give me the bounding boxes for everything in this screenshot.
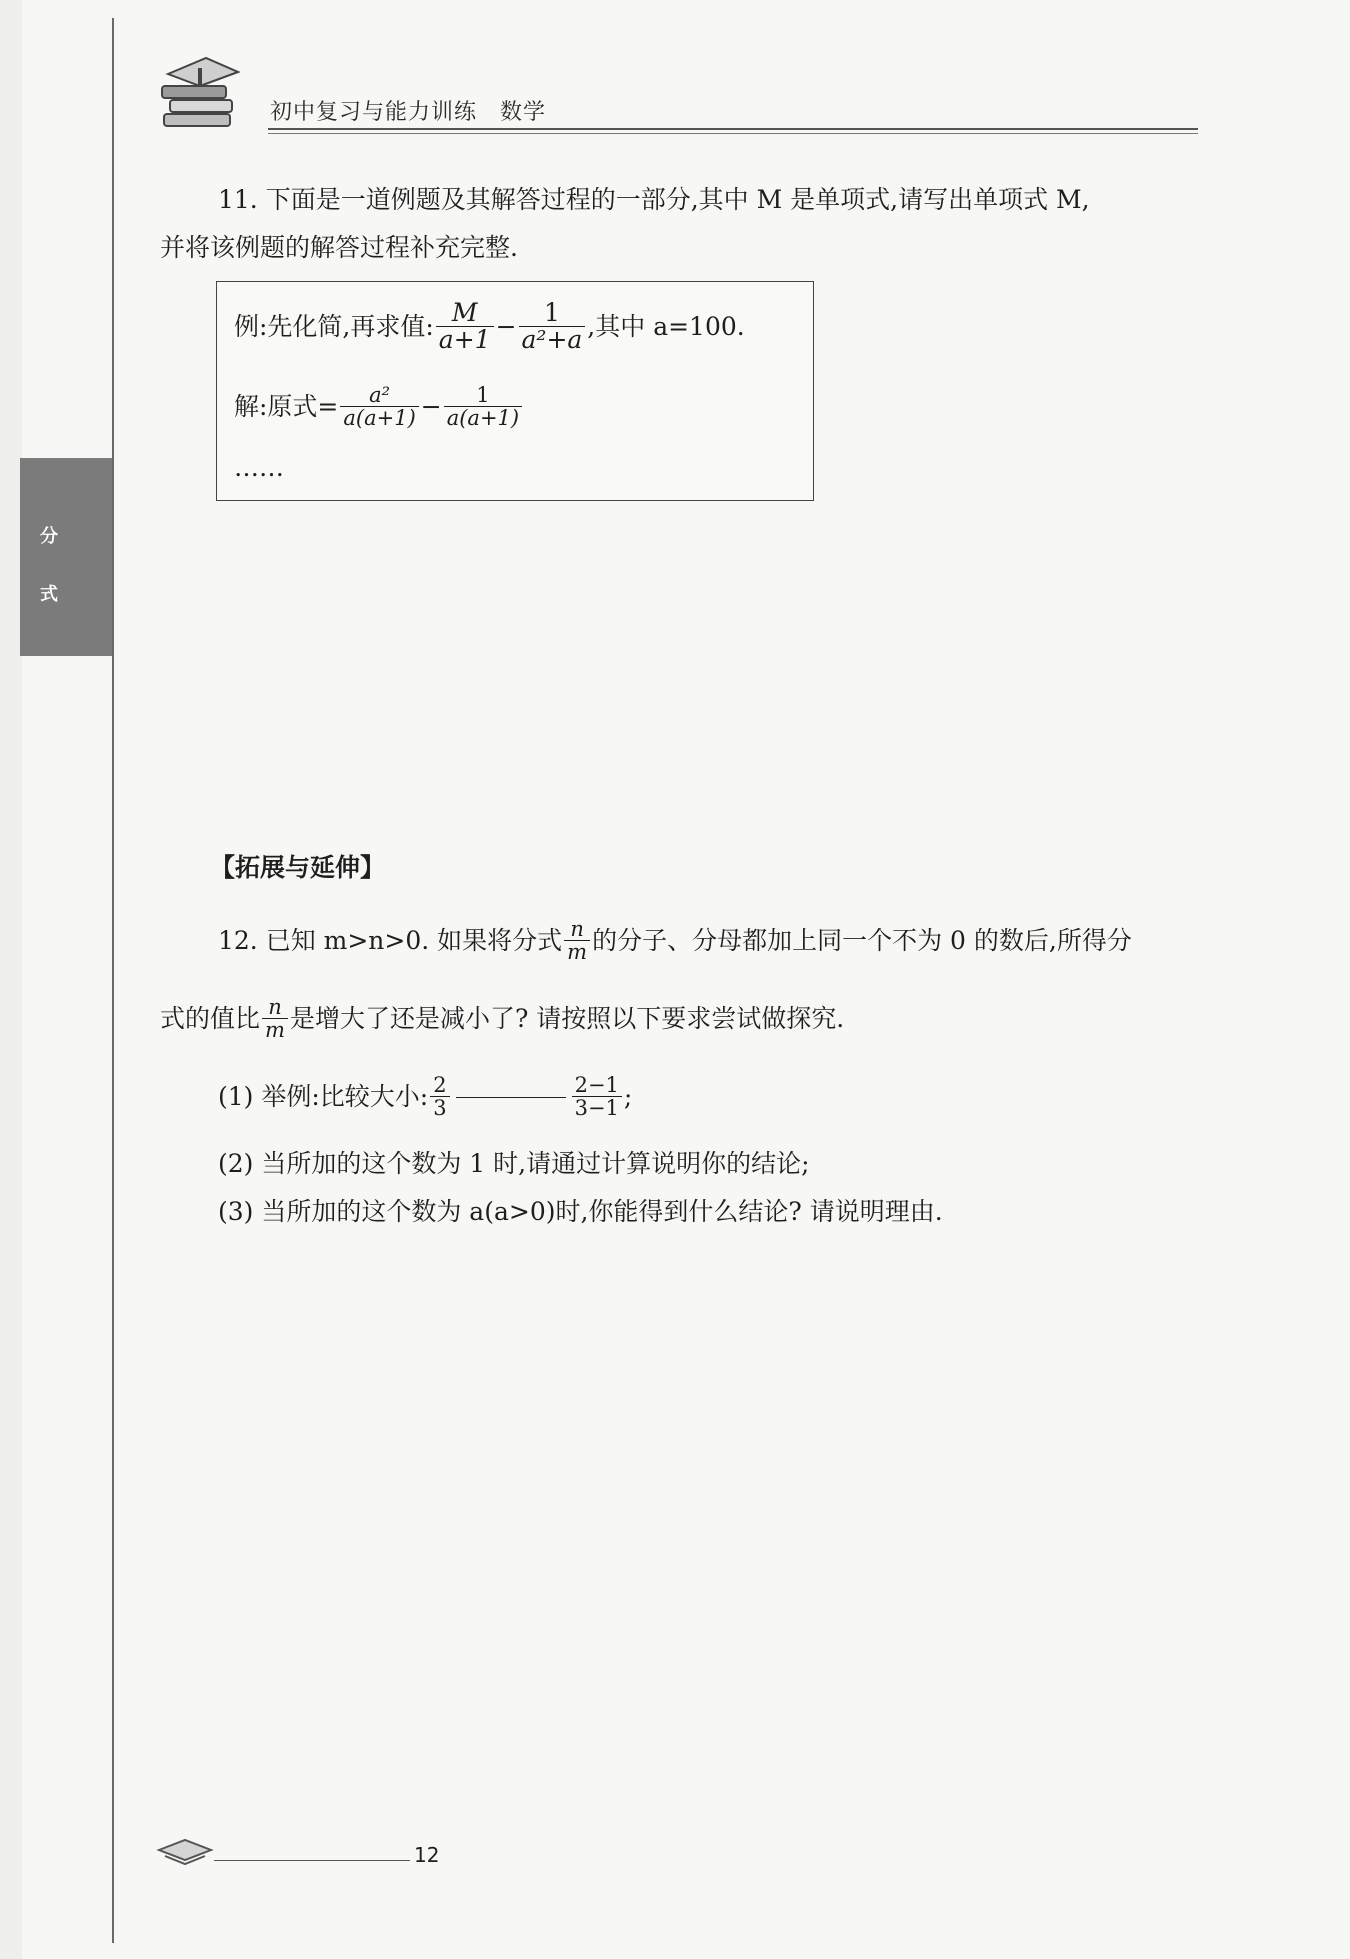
example-ellipsis: ……: [234, 453, 284, 482]
q12-text-a: 12. 已知 m>n>0. 如果将分式: [218, 925, 563, 955]
q12-text-b: 的分子、分母都加上同一个不为 0 的数后,所得分: [592, 925, 1132, 955]
page-number: 12: [414, 1843, 440, 1867]
q12-fraction-n-over-m: [262, 996, 288, 1041]
solution-fraction-1: [340, 384, 418, 429]
books-logo-icon: [160, 52, 240, 142]
q12-part3: (3) 当所加的这个数为 a(a>0)时,你能得到什么结论? 请说明理由.: [218, 1197, 943, 1226]
example-solution-line: [234, 384, 524, 429]
q11-line1: 11. 下面是一道例题及其解答过程的一部分,其中 M 是单项式,请写出单项式 M,: [218, 185, 1090, 214]
page-edge-shade: [0, 0, 22, 1959]
solution-fraction-2: [444, 384, 522, 429]
q12-line2-b: 是增大了还是减小了? 请按照以下要求尝试做探究.: [289, 1003, 845, 1033]
fraction-numerator: 2: [433, 1073, 447, 1097]
footer-book-icon: [155, 1832, 215, 1872]
example-fraction-2: [519, 300, 586, 354]
fraction-numerator: 2−1: [574, 1073, 619, 1097]
fraction-denominator: m: [262, 1018, 288, 1041]
answer-blank[interactable]: [456, 1095, 566, 1098]
fraction-denominator: 3: [430, 1096, 449, 1119]
chapter-side-tab: [20, 458, 112, 656]
fraction-numerator: M: [451, 298, 478, 327]
header-rule: [268, 128, 1198, 130]
side-tab-char-1: 分: [40, 526, 58, 547]
part1-label: (1) 举例:比较大小:: [218, 1081, 429, 1111]
fraction-numerator: a²: [369, 383, 391, 407]
fraction-numerator: n: [268, 995, 282, 1019]
example-tail: ,其中 a=100.: [587, 311, 745, 341]
fraction-numerator: n: [570, 917, 584, 941]
q12-line2: [160, 996, 844, 1041]
solution-prefix: 解:原式=: [234, 391, 339, 421]
fraction-denominator: m: [564, 940, 590, 963]
left-margin-rule: [112, 18, 114, 1943]
minus-sign: −: [495, 311, 517, 341]
q12-part1: [218, 1074, 632, 1119]
fraction-numerator: 1: [543, 298, 560, 327]
q12-line1: [218, 918, 1132, 963]
q12-line2-a: 式的值比: [160, 1003, 261, 1033]
q12-fraction-n-over-m: [564, 918, 590, 963]
part1-fraction-2: [572, 1074, 622, 1119]
section-heading: 【拓展与延伸】: [210, 853, 386, 882]
fraction-numerator: 1: [476, 383, 490, 407]
q11-line2: 并将该例题的解答过程补充完整.: [160, 233, 518, 262]
q12-part2: (2) 当所加的这个数为 1 时,请通过计算说明你的结论;: [218, 1149, 810, 1178]
example-prompt-line: [234, 300, 745, 354]
fraction-denominator: 3−1: [572, 1096, 622, 1119]
footer-rule: [214, 1860, 410, 1861]
header-rule-thin: [268, 133, 1198, 134]
example-prompt: 例:先化简,再求值:: [234, 311, 434, 341]
fraction-denominator: a(a+1): [444, 406, 522, 429]
fraction-denominator: a²+a: [519, 326, 586, 353]
fraction-denominator: a+1: [436, 326, 494, 353]
minus-sign: −: [420, 391, 442, 421]
part1-end: ;: [623, 1081, 633, 1111]
part1-fraction-1: [430, 1074, 449, 1119]
example-fraction-1: [436, 300, 494, 354]
side-tab-char-2: 式: [40, 584, 58, 605]
fraction-denominator: a(a+1): [340, 406, 418, 429]
header-title: 初中复习与能力训练 数学: [270, 100, 547, 125]
